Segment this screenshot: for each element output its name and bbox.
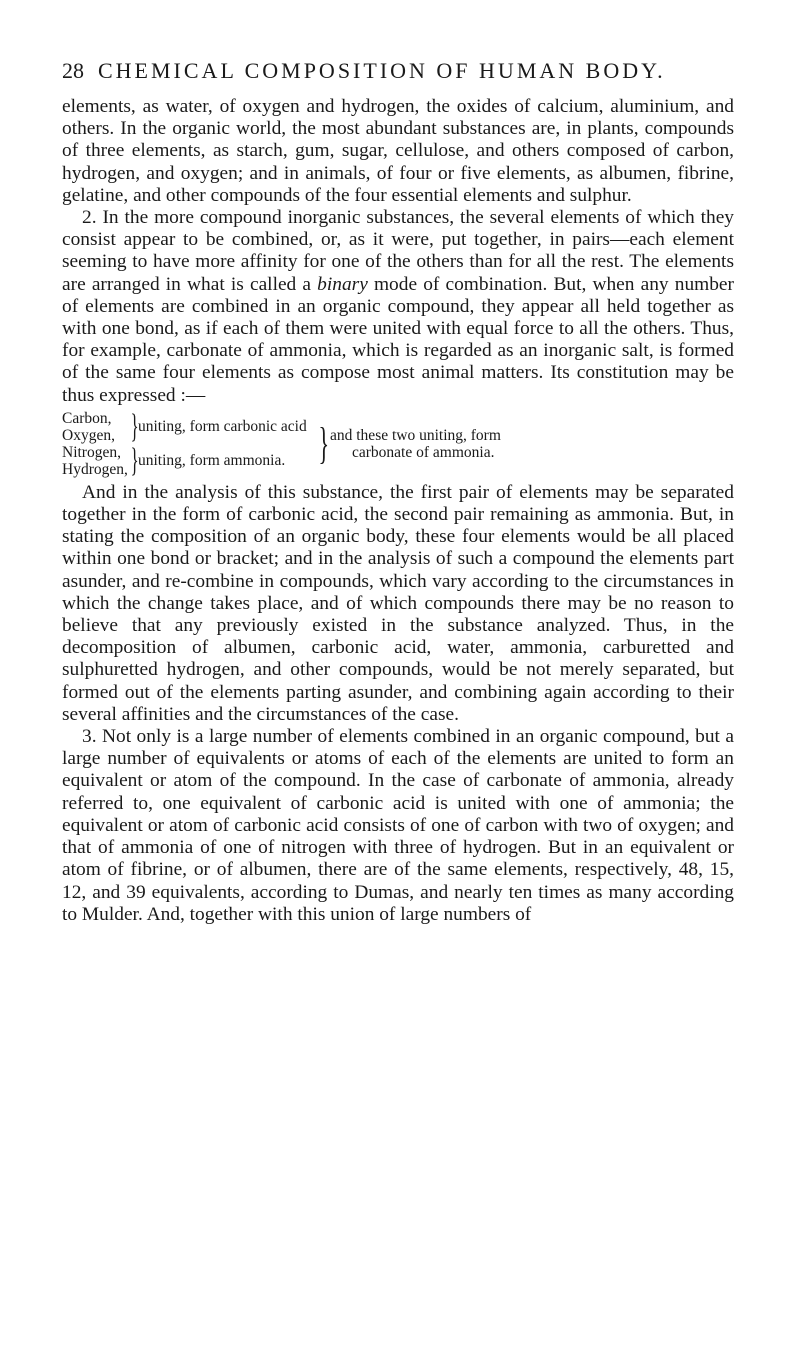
element-carbon: Carbon, <box>62 409 112 427</box>
final-line-2: carbonate of ammonia. <box>352 443 495 461</box>
scheme-pairs <box>62 407 316 479</box>
paragraph-2 <box>62 207 734 407</box>
running-title: CHEMICAL COMPOSITION OF HUMAN BODY. <box>98 58 666 83</box>
paragraph-1: elements, as water, of oxygen and hydrogen, the oxides of calcium, aluminium, and others. In the organic world, the most abundant substances are, in plants, compounds of three elements, as starch, gum, sugar, cellulose, and others composed of carbon, hydrogen, and oxygen; and in animals, of four or five elements, as albumen, fibrine, gelatine, and other compounds of the four essential elements and sulphur. <box>62 96 734 206</box>
paragraph-3: And in the analysis of this substance, the first pair of elements may be separated together in the form of carbonic acid, the second pair remaining as ammonia. But, in stating the composition of an organic body, these four elements would be all placed within one bond or bracket; and in the analysis of such a compound the elements part asunder, and re-combine in compounds, which vary according to the circumstances in which the change takes place, and of which compounds there may be no reason to believe that any previously existed in the substance analyzed. Thus, in the decomposition of albumen, carbonic acid, water, ammonia, carburetted and sulphuretted hydrogen, and other compounds, would be not merely separated, but formed out of the elements parting asunder, and combining again according to their several affinities and the circumstances of the case. <box>62 481 734 725</box>
pair-2-result: uniting, form ammonia. <box>138 452 286 470</box>
element-hydrogen: Hydrogen, <box>62 460 128 478</box>
composition-scheme <box>62 407 734 479</box>
scheme-pair-2 <box>62 441 316 479</box>
paragraph-4: 3. Not only is a large number of elements combined in an organic compound, but a large number of equivalents or atoms of each of the elements are united to form an equivalent or atom of the compound. In the case of carbonate of ammonia, already referred to, one equivalent of carbonic acid is united with one of ammonia; the equivalent or atom of carbonic acid consists of one of carbon with two of oxygen; and that of ammonia of one of nitrogen with three of hydrogen. But in an equivalent or atom of fibrine, or of albumen, there are of the same elements, respectively, 48, 15, 12, and 39 equivalents, according to Dumas, and nearly ten times as many according to Mulder. And, together with this union of large numbers of <box>62 726 734 925</box>
paragraph-2-part-a: 2. In the more compound inorganic substances, the several elements of which they consist appear to be combined, or, as it were, put together, in pairs—each element seeming to have more affinity for one of the others than for all the rest. The elements are arranged in what is called a <box>62 207 734 295</box>
right-brace-icon: } <box>130 441 139 479</box>
scheme-pair-1 <box>62 407 316 445</box>
page-number: 28 <box>62 58 84 83</box>
right-brace-icon: } <box>130 407 139 445</box>
right-brace-icon: } <box>318 418 330 468</box>
element-oxygen: Oxygen, <box>62 426 115 444</box>
final-line-1: and these two uniting, form <box>330 426 501 444</box>
scheme-final <box>326 427 501 461</box>
paragraph-2-emphasis: binary <box>317 273 368 295</box>
running-header <box>62 58 752 84</box>
page-body <box>62 96 734 926</box>
element-nitrogen: Nitrogen, <box>62 443 121 461</box>
pair-1-result: uniting, form carbonic acid <box>138 418 307 436</box>
paragraph-2-part-b: mode of combination. But, when any number of elements are combined in an organic compound, they appear all held together as with one bond, as if each of them were united with equal force to all the others. Thus, for example, carbonate of ammonia, which is regarded as an inorganic salt, is formed of the same four elements as compose most animal matters. Its constitution may be thus expressed :— <box>62 273 734 406</box>
